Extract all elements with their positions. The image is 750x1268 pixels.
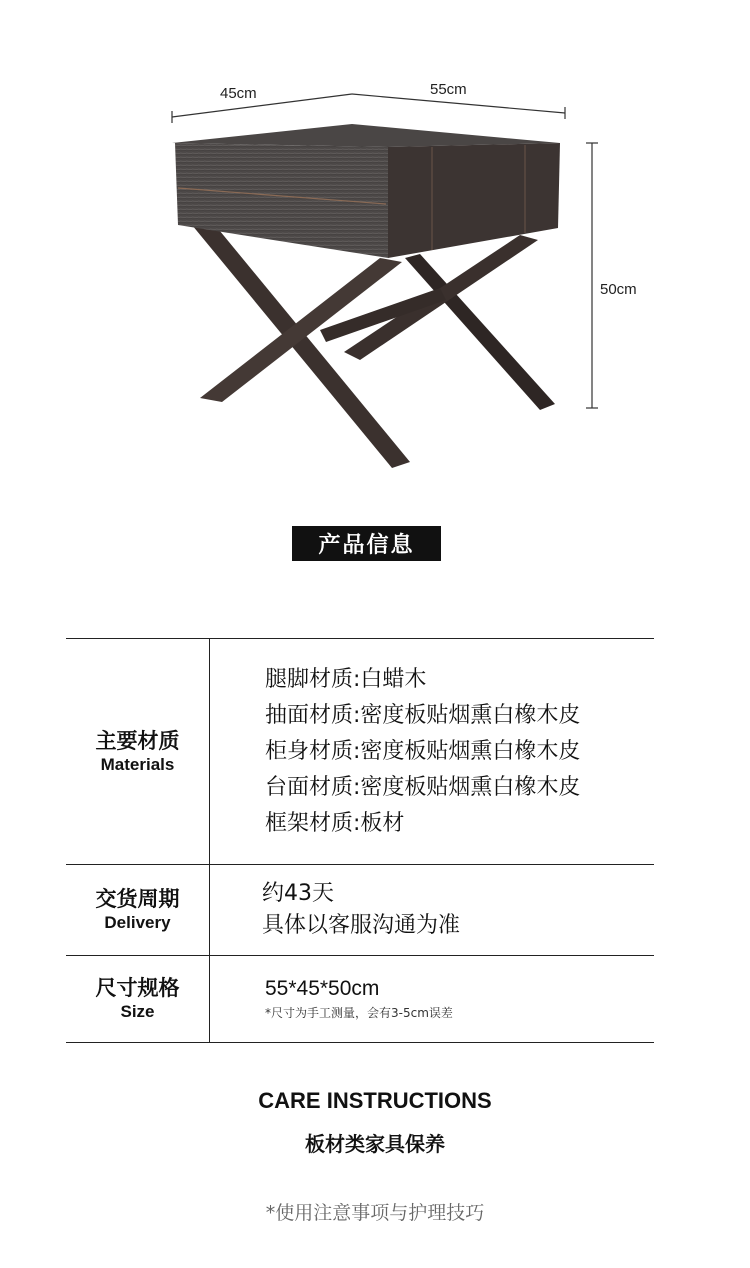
material-line-legs: 腿脚材质:白蜡木 bbox=[265, 666, 427, 692]
care-title-cn: 板材类家具保养 bbox=[305, 1132, 445, 1156]
materials-row bbox=[66, 638, 654, 864]
delivery-label bbox=[66, 865, 210, 955]
size-content bbox=[210, 956, 654, 1042]
size-row bbox=[66, 955, 654, 1043]
materials-label bbox=[66, 639, 210, 864]
material-line-drawer: 抽面材质:密度板贴烟熏白橡木皮 bbox=[265, 702, 581, 728]
care-note: *使用注意事项与护理技巧 bbox=[265, 1202, 485, 1224]
spec-table bbox=[66, 638, 654, 1043]
table-body bbox=[172, 124, 560, 258]
size-note: *尺寸为手工测量，会有3-5cm误差 bbox=[265, 1006, 453, 1020]
care-title-en: CARE INSTRUCTIONS bbox=[258, 1088, 492, 1113]
delivery-note: 具体以客服沟通为准 bbox=[262, 913, 461, 938]
size-label-cn: 尺寸规格 bbox=[95, 976, 180, 1000]
dimension-width-label: 55cm bbox=[430, 81, 467, 98]
delivery-label-en: Delivery bbox=[104, 913, 171, 932]
materials-label-cn: 主要材质 bbox=[95, 728, 180, 753]
size-label-en: Size bbox=[120, 1002, 155, 1021]
delivery-days: 约43天 bbox=[262, 881, 334, 906]
materials-label-en: Materials bbox=[100, 754, 175, 774]
material-line-top: 台面材质:密度板贴烟熏白橡木皮 bbox=[265, 774, 581, 800]
side-table-illustration bbox=[0, 0, 750, 500]
size-value: 55*45*50cm bbox=[265, 977, 380, 1000]
delivery-content bbox=[210, 865, 654, 955]
size-label bbox=[66, 956, 210, 1042]
product-info-title: 产品信息 bbox=[292, 526, 441, 561]
material-line-frame: 框架材质:板材 bbox=[265, 810, 405, 836]
table-legs bbox=[192, 225, 555, 468]
delivery-row bbox=[66, 864, 654, 955]
material-line-cabinet: 柜身材质:密度板贴烟熏白橡木皮 bbox=[265, 738, 581, 764]
delivery-label-cn: 交货周期 bbox=[95, 887, 180, 911]
materials-content bbox=[210, 639, 654, 864]
dimension-height-label: 50cm bbox=[600, 281, 637, 298]
dimension-depth-label: 45cm bbox=[220, 85, 257, 102]
